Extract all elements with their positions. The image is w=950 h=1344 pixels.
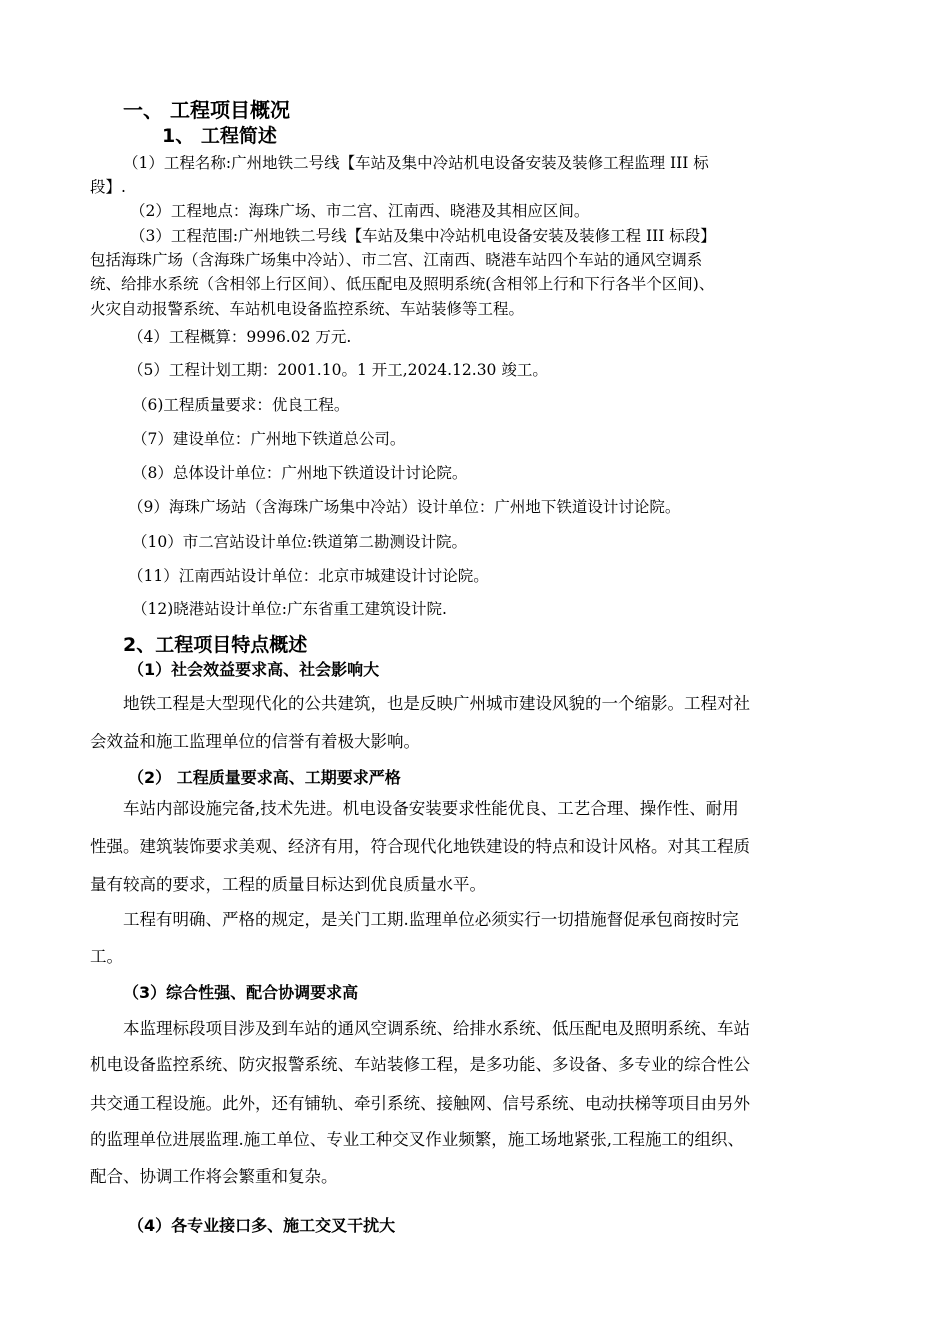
project-designer: （8）总体设计单位：广州地下铁道设计讨论院。 (132, 464, 468, 482)
project-scope-line4: 火灾自动报警系统、车站机电设备监控系统、车站装修等工程。 (90, 300, 525, 318)
section-2-heading: 2、工程项目特点概述 (123, 634, 308, 656)
project-name-line1: （1）工程名称:广州地铁二号线【车站及集中冷站机电设备安装及装修工程监理 III 标 (123, 154, 709, 172)
project-budget: （4）工程概算：9996.02 万元. (128, 328, 352, 346)
project-scope-line3: 统、给排水系统（含相邻上行区间）、低压配电及照明系统(含相邻上行和下行各半个区间)、 (90, 275, 715, 293)
feature-2-line3: 量有较高的要求，工程的质量目标达到优良质量水平。 (90, 875, 486, 894)
project-name-line2: 段】. (90, 178, 126, 196)
feature-2-line4: 工程有明确、严格的规定，是关门工期.监理单位必须实行一切措施督促承包商按时完 (123, 910, 739, 929)
feature-1-line1: 地铁工程是大型现代化的公共建筑，也是反映广州城市建设风貌的一个缩影。工程对社 (123, 694, 750, 713)
designer-haizhu-square: （9）海珠广场站（含海珠广场集中冷站）设计单位：广州地下铁道设计讨论院。 (128, 498, 681, 516)
project-scope-line1: （3）工程范围:广州地铁二号线【车站及集中冷站机电设备安装及装修工程 III 标段】 (130, 227, 716, 245)
designer-shiergong: （10）市二宫站设计单位:铁道第二勘测设计院。 (132, 533, 467, 551)
feature-2-line1: 车站内部设施完备,技术先进。机电设备安装要求性能优良、工艺合理、操作性、耐用 (123, 799, 739, 818)
project-schedule: （5）工程计划工期：2001.10。1 开工,2024.12.30 竣工。 (128, 361, 548, 379)
project-location: （2）工程地点：海珠广场、市二宫、江南西、晓港及其相应区间。 (130, 202, 590, 220)
section-1-heading: 一、 工程项目概况 (123, 98, 290, 122)
feature-1-heading: （1）社会效益要求高、社会影响大 (128, 660, 380, 679)
feature-3-line4: 的监理单位进展监理.施工单位、专业工种交叉作业频繁，施工场地紧张,工程施工的组织、 (90, 1130, 744, 1149)
section-1-1-heading: 1、 工程简述 (162, 125, 277, 147)
feature-2-line2: 性强。建筑装饰要求美观、经济有用，符合现代化地铁建设的特点和设计风格。对其工程质 (90, 837, 750, 856)
feature-1-line2: 会效益和施工监理单位的信誉有着极大影响。 (90, 732, 420, 751)
project-scope-line2: 包括海珠广场（含海珠广场集中冷站）、市二宫、江南西、晓港车站四个车站的通风空调系 (90, 251, 703, 269)
project-quality: （6)工程质量要求：优良工程。 (132, 396, 350, 414)
designer-jiangnanxi: （11）江南西站设计单位：北京市城建设计讨论院。 (128, 567, 489, 585)
feature-2-line5: 工。 (90, 947, 123, 966)
feature-3-line1: 本监理标段项目涉及到车站的通风空调系统、给排水系统、低压配电及照明系统、车站 (123, 1019, 750, 1038)
feature-2-heading: （2） 工程质量要求高、工期要求严格 (128, 768, 401, 787)
feature-3-line2: 机电设备监控系统、防灾报警系统、车站装修工程，是多功能、多设备、多专业的综合性公 (90, 1055, 750, 1074)
feature-3-line3: 共交通工程设施。此外，还有铺轨、牵引系统、接触网、信号系统、电动扶梯等项目由另外 (90, 1094, 750, 1113)
feature-3-heading: （3）综合性强、配合协调要求高 (123, 983, 359, 1002)
project-owner: （7）建设单位：广州地下铁道总公司。 (132, 430, 406, 448)
feature-4-heading: （4）各专业接口多、施工交叉干扰大 (128, 1216, 396, 1235)
designer-xiaogang: （12)晓港站设计单位:广东省重工建筑设计院. (132, 600, 447, 618)
feature-3-line5: 配合、协调工作将会繁重和复杂。 (90, 1167, 338, 1186)
